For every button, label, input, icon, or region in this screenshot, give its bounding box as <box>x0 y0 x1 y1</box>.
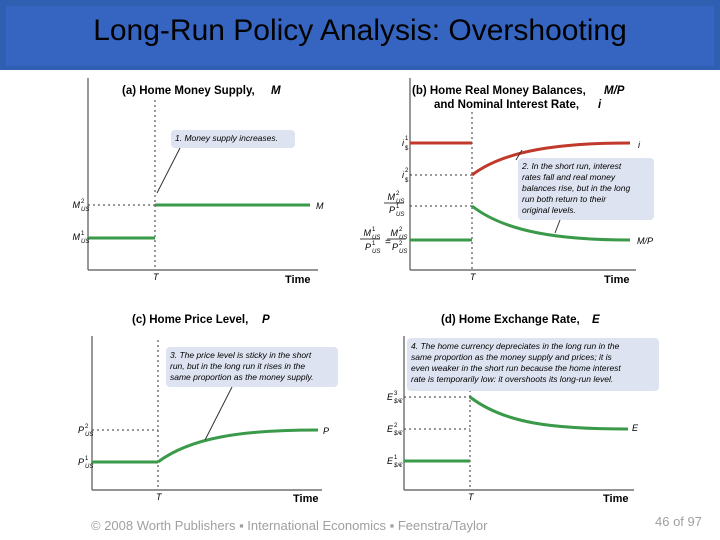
panel-d-ytick-E2 <box>387 423 403 437</box>
panel-b-callout-line-4: run both return to their <box>522 194 607 204</box>
panel-b-title-1: (b) Home Real Money Balances, <box>412 85 586 97</box>
panel-d-ytick-E3 <box>387 391 403 405</box>
panel-b-ytick-M2num-sub: US <box>396 199 405 205</box>
panel-d-title: (d) Home Exchange Rate, <box>441 314 580 326</box>
panel-c-callout-line-3: same proportion as the money supply. <box>170 372 314 382</box>
title-bar <box>0 0 720 70</box>
page-number: 46 of 97 <box>655 514 702 529</box>
panel-d-callout-line-3: even weaker in the short run because the home interest <box>411 363 621 373</box>
panel-b-xlabel: Time <box>604 274 630 286</box>
panel-b-ytick-i2-sub: $ <box>405 178 409 184</box>
panel-d-ytick-E1-sup: 1 <box>394 455 398 461</box>
panel-a-ytick-M2-sup: 2 <box>81 199 85 205</box>
panel-a-series-label-M: M <box>316 201 324 211</box>
panel-b-title-1-var: M/P <box>604 85 625 97</box>
panel-d-ytick-E2-sup: 2 <box>394 423 398 429</box>
panel-c-series-P-after <box>158 430 318 462</box>
panel-b-ytick-M2num2-base: M <box>390 228 398 238</box>
panel-a-title-var: M <box>271 85 281 97</box>
panel-b-ytick-P2den <box>392 241 407 255</box>
panel-b-ytick-i1: i <box>402 138 404 148</box>
panel-d-series-label-E: E <box>632 423 639 433</box>
panel-b-callout-line-5: original levels. <box>522 205 576 215</box>
panel-b-ytick-M2num2-sup: 2 <box>399 227 403 233</box>
panel-d-ytick-E2-base: E <box>386 424 393 434</box>
panel-b-title-2-var: i <box>598 99 602 111</box>
panel-c-ytick-P2-sup: 2 <box>85 424 89 430</box>
panel-d-series-E-after <box>470 397 628 429</box>
panel-a-ytick-M1-sup: 1 <box>81 231 85 237</box>
panel-c-ytick-P2-base: P <box>77 425 84 435</box>
panel-b-ytick-M1num-sub: US <box>372 235 381 241</box>
overshooting-figure <box>0 70 720 510</box>
panel-b-ytick-i1-sub: $ <box>405 146 409 152</box>
panel-b-ytick-P1den2-base: P <box>364 242 371 252</box>
panel-d-ytick-E3-sup: 3 <box>394 391 398 397</box>
panel-b-callout-pointer-bottom <box>555 220 560 233</box>
panel-b-ytick-M1num-base: M <box>363 228 371 238</box>
panel-b-callout-line-3: balances rise, but in the long <box>522 183 631 193</box>
panel-b-callout-line-1: 2. In the short run, interest <box>522 161 622 171</box>
panel-c-xlabel: Time <box>293 493 319 505</box>
slide-title: Long-Run Policy Analysis: Overshooting <box>93 14 627 47</box>
panel-d-ytick-E2-sub: $/€ <box>394 431 403 437</box>
panel-d-ytick-E3-sub: $/€ <box>394 399 403 405</box>
panel-c-ytick-P2 <box>78 424 93 438</box>
copyright-text: © 2008 Worth Publishers ▪ International Economics ▪ Feenstra/Taylor <box>91 518 488 533</box>
panel-b-ytick-P1den-sub: US <box>396 212 405 218</box>
panel-a-callout-line-1: 1. Money supply increases. <box>175 133 278 143</box>
panel-b-ytick-P2den-base: P <box>391 242 398 252</box>
panel-d-title-var: E <box>592 314 600 326</box>
panel-c-xtick-T: T <box>156 492 162 502</box>
panel-c-ytick-P1 <box>78 456 93 470</box>
panel-a-ytick-M2-base: M <box>72 200 80 210</box>
panel-d-ytick-E1-base: E <box>386 456 393 466</box>
panel-a-ytick-M1-sub: US <box>81 239 90 245</box>
panel-c-callout-line-1: 3. The price level is sticky in the short <box>170 350 312 360</box>
panel-c-callout-line-2: run, but in the long run it rises in the <box>170 361 306 371</box>
panel-b-series-label-MP: M/P <box>637 236 654 246</box>
panel-a-ytick-M2 <box>73 199 90 213</box>
panel-a-xtick-T: T <box>153 272 159 282</box>
panel-b-ytick-P1den-base: P <box>388 205 395 215</box>
panel-b-ytick-i2-sup: 2 <box>405 168 409 174</box>
panel-d-xtick-T: T <box>468 492 474 502</box>
panel-a-ytick-M1 <box>73 231 90 245</box>
panel-a-ytick-M2-sub: US <box>81 207 90 213</box>
panel-d-ytick-E1-sub: $/€ <box>394 463 403 469</box>
panel-b-ytick-P1den2-sub: US <box>372 249 381 255</box>
panel-d-callout-line-4: rate is temporarily low: it overshoots its long-run level. <box>411 374 614 384</box>
panel-b-ytick-equals: = <box>385 237 391 248</box>
panel-b-ytick-M2num2-sub: US <box>399 235 408 241</box>
panel-b-ytick-P1den2 <box>365 241 380 255</box>
panel-d-xlabel: Time <box>603 493 629 505</box>
panel-b-xtick-T: T <box>470 272 476 282</box>
panel-b-ytick-P1den <box>389 204 404 218</box>
panel-b-ytick-i2: i <box>402 170 404 180</box>
panel-c-series-label-P: P <box>323 426 330 436</box>
panel-c-ytick-P1-sub: US <box>85 464 94 470</box>
panel-d-ytick-E1 <box>387 455 403 469</box>
panel-b-ytick-M1num-sup: 1 <box>372 227 376 233</box>
panel-c-ytick-P2-sub: US <box>85 432 94 438</box>
panel-d-callout-line-2: same proportion as the money supply and prices; it is <box>411 352 612 362</box>
panel-d-callout-line-1: 4. The home currency depreciates in the long run in the <box>411 341 620 351</box>
panel-b-ytick-P1den2-sup: 1 <box>372 241 376 247</box>
panel-c-title: (c) Home Price Level, <box>132 314 249 326</box>
panel-b-ytick-P1den-sup: 1 <box>396 204 400 210</box>
panel-b-callout-line-2: rates fall and real money <box>522 172 616 182</box>
panel-b-title-2: and Nominal Interest Rate, <box>434 99 580 111</box>
panel-b-series-label-i: i <box>638 140 640 150</box>
panel-a-callout-pointer <box>157 148 180 193</box>
panel-a-ytick-M1-base: M <box>72 232 80 242</box>
panel-a-title: (a) Home Money Supply, <box>122 85 255 97</box>
panel-d-ytick-E3-base: E <box>386 392 393 402</box>
panel-c-ytick-P1-base: P <box>77 457 84 467</box>
panel-b-ytick-P2den-sup: 2 <box>399 241 403 247</box>
panel-b-ytick-M2num-sup: 2 <box>396 191 400 197</box>
panel-c-title-var: P <box>262 314 270 326</box>
panel-b-ytick-P2den-sub: US <box>399 249 408 255</box>
panel-b-ytick-M2num-base: M <box>387 192 395 202</box>
panel-c-callout-pointer <box>205 387 232 440</box>
panel-c-ytick-P1-sup: 1 <box>85 456 89 462</box>
panel-b-ytick-i1-sup: 1 <box>405 136 409 142</box>
panel-a-xlabel: Time <box>285 274 311 286</box>
footer <box>0 510 720 540</box>
